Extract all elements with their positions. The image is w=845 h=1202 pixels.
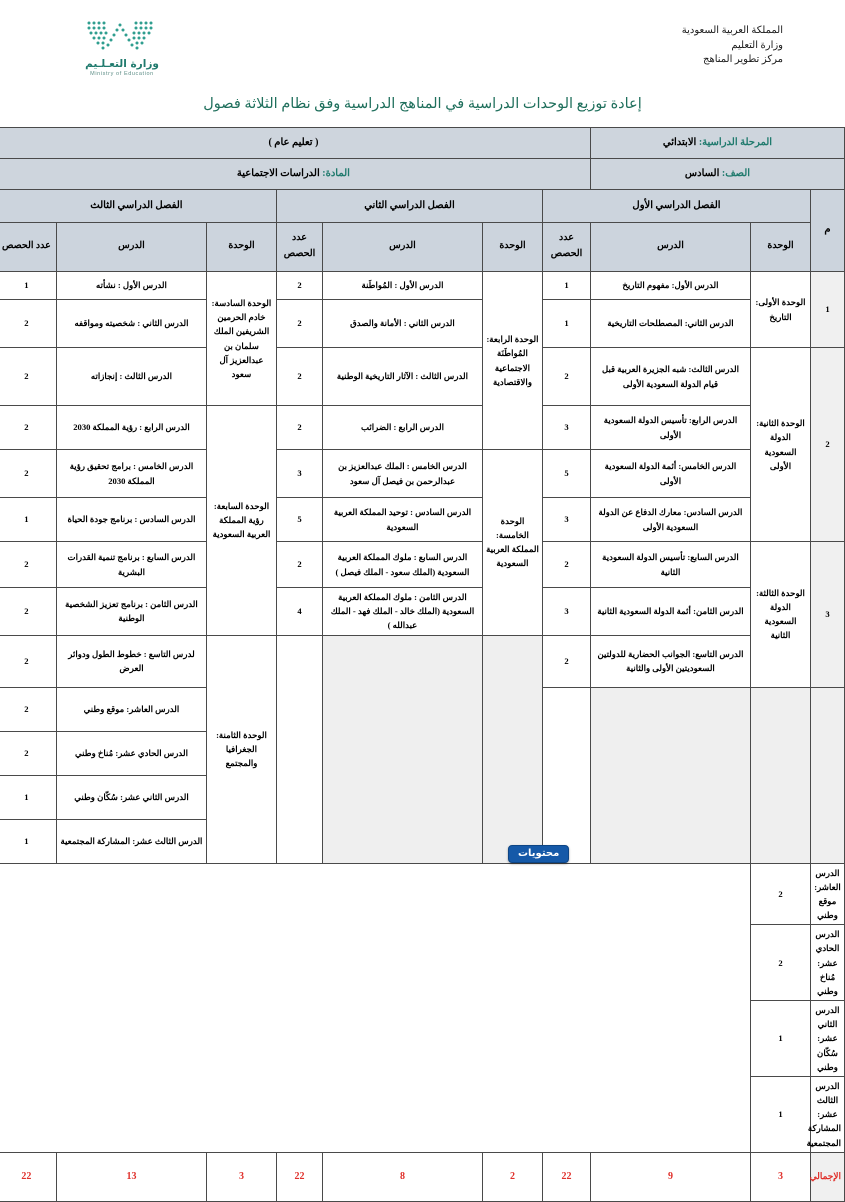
col-header-unit-t3: الوحدة (206, 223, 276, 272)
totals-lessons-t1: 9 (590, 1152, 750, 1201)
lesson-cell-t1: الدرس السادس: معارك الدفاع عن الدولة السعودية الأولى (590, 498, 750, 542)
lesson-cell-t3: الدرس الحادي عشر: مُناخ وطني (56, 731, 206, 775)
logo-english-label: Ministry of Education (90, 71, 154, 77)
logo-arabic-label: وزارة التعـلـيم (85, 58, 159, 70)
table-row (0, 635, 845, 687)
col-header-periods-t2: عدد الحصص (276, 223, 322, 272)
ministry-line-ministry: وزارة التعليم (731, 39, 783, 51)
periods-cell-t1: 3 (542, 588, 590, 636)
lesson-cell-t1: الدرس الخامس: أئمة الدولة السعودية الأولى (590, 450, 750, 498)
lesson-cell-t3: الدرس الثاني عشر: سُكّان وطني (811, 1001, 845, 1077)
periods-cell-t3: 2 (0, 300, 56, 348)
table-row (0, 588, 845, 636)
lesson-cell-t3: الدرس الأول : نشأته (56, 272, 206, 300)
lesson-cell-t1: الدرس التاسع: الجوانب الحضارية للدولتين السعوديتين الأولى والثانية (590, 635, 750, 687)
subject-value: الدراسات الاجتماعية (236, 167, 320, 179)
periods-cell-t3: 2 (751, 925, 811, 1001)
lesson-cell-t3: لدرس التاسع : خطوط الطول ودوائر العرض (56, 635, 206, 687)
periods-cell-t3: 1 (0, 775, 56, 819)
unit-cell-t2: الوحدة الرابعة: المُواطَنَة الاجتماعية والاقتصادية (482, 272, 542, 450)
lesson-cell-t1: الدرس الثامن: أئمة الدولة السعودية الثانية (590, 588, 750, 636)
unit-cell-t1: الوحدة الثانية: الدولة السعودية الأولى (751, 348, 811, 542)
meta-row-stage (0, 128, 845, 159)
totals-periods-t3: 22 (0, 1152, 56, 1201)
lesson-cell-t2: الدرس الرابع : الضرائب (322, 406, 482, 450)
curriculum-distribution-table (0, 127, 845, 1202)
unit-cell-empty-t2 (482, 635, 542, 863)
periods-cell-t1: 1 (542, 272, 590, 300)
document-title: إعادة توزيع الوحدات الدراسية في المناهج الدراسية وفق نظام الثلاثة فصول (203, 96, 642, 112)
periods-cell-t2: 2 (276, 272, 322, 300)
term-header-row (0, 190, 845, 223)
periods-cell-t3: 2 (0, 635, 56, 687)
unit-cell-t3: الوحدة الثامنة: الجغرافيا والمجتمع (206, 635, 276, 863)
totals-lessons-t3: 13 (56, 1152, 206, 1201)
table-row (0, 272, 845, 300)
ministry-line-center: مركز تطوير المناهج (702, 54, 783, 65)
col-header-term2: الفصل الدراسي الثاني (276, 190, 542, 223)
periods-cell-t3: 1 (751, 1001, 811, 1077)
lesson-cell-t2: الدرس الثاني : الأمانة والصدق (322, 300, 482, 348)
col-header-term3: الفصل الدراسي الثالث (0, 190, 276, 223)
periods-cell-t1: 2 (542, 542, 590, 588)
unit-cell-empty-t1 (751, 687, 811, 863)
column-subheader-row (0, 223, 845, 272)
row-index-empty (811, 687, 845, 863)
lesson-cell-t2: الدرس الثالث : الآثار التاريخية الوطنية (322, 348, 482, 406)
page-header (0, 0, 845, 86)
table-row (0, 1076, 845, 1152)
periods-cell-t1: 2 (542, 635, 590, 687)
periods-cell-empty-t2 (276, 635, 322, 863)
lesson-cell-t3: الدرس الثاني عشر: سُكّان وطني (56, 775, 206, 819)
col-header-lesson-t1: الدرس (590, 223, 750, 272)
col-header-term1: الفصل الدراسي الأول (542, 190, 810, 223)
lesson-cell-t3: الدرس العاشر: موقع وطني (56, 687, 206, 731)
table-row (0, 542, 845, 588)
table-row (0, 450, 845, 498)
lesson-cell-empty-t1 (590, 687, 750, 863)
totals-periods-t1: 22 (542, 1152, 590, 1201)
subject-label: المادة: (322, 167, 350, 179)
periods-cell-t3: 2 (0, 406, 56, 450)
totals-row (0, 1152, 845, 1201)
periods-cell-t3: 2 (0, 450, 56, 498)
table-row (0, 406, 845, 450)
ministry-logo-block (62, 18, 182, 77)
periods-cell-t1: 3 (542, 498, 590, 542)
lesson-cell-empty-t2 (322, 635, 482, 863)
periods-cell-t2: 4 (276, 588, 322, 636)
row-index: 2 (811, 348, 845, 542)
table-row (0, 498, 845, 542)
totals-lessons-t2: 8 (322, 1152, 482, 1201)
contents-badge[interactable]: محتويات (508, 845, 569, 863)
periods-cell-t3: 2 (0, 588, 56, 636)
track-cell: ( تعليم عام ) (0, 128, 590, 159)
periods-cell-t3: 2 (751, 863, 811, 925)
periods-cell-t2: 2 (276, 300, 322, 348)
row-index: 3 (811, 542, 845, 688)
totals-units-t2: 2 (482, 1152, 542, 1201)
col-header-unit-t1: الوحدة (751, 223, 811, 272)
lesson-cell-t2: الدرس السادس : توحيد المملكة العربية السعودية (322, 498, 482, 542)
periods-cell-t2: 2 (276, 348, 322, 406)
unit-cell-t2: الوحدة الخامسة: المملكة العربية السعودية (482, 450, 542, 636)
col-header-unit-t2: الوحدة (482, 223, 542, 272)
totals-units-t1: 3 (751, 1152, 811, 1201)
periods-cell-t2: 5 (276, 498, 322, 542)
periods-cell-t2: 2 (276, 542, 322, 588)
stage-value: الابتدائي (662, 136, 697, 148)
table-row (0, 300, 845, 348)
periods-cell-t1: 5 (542, 450, 590, 498)
lesson-cell-t3: الدرس الرابع : رؤية المملكة 2030 (56, 406, 206, 450)
lesson-cell-t1: الدرس الثاني: المصطلحات التاريخية (590, 300, 750, 348)
table-row (0, 863, 845, 925)
unit-cell-t3: الوحدة السادسة: خادم الحرمين الشريفين الملك سلمان بن عبدالعزيز آل سعود (206, 272, 276, 406)
col-header-lesson-t3: الدرس (56, 223, 206, 272)
periods-cell-t3: 2 (0, 542, 56, 588)
lesson-cell-t3: الدرس الحادي عشر: مُناخ وطني (811, 925, 845, 1001)
row-index: 1 (811, 272, 845, 348)
periods-cell-t3: 2 (0, 348, 56, 406)
periods-cell-t3: 1 (0, 272, 56, 300)
totals-periods-t2: 22 (276, 1152, 322, 1201)
periods-cell-t3: 1 (0, 819, 56, 863)
lesson-cell-t3: الدرس العاشر: موقع وطني (811, 863, 845, 925)
table-row (0, 348, 845, 406)
lesson-cell-t2: الدرس الخامس : الملك عبدالعزيز بن عبدالرحمن بن فيصل آل سعود (322, 450, 482, 498)
periods-cell-empty-t1 (542, 687, 590, 863)
grade-cell (590, 159, 844, 190)
periods-cell-t2: 3 (276, 450, 322, 498)
periods-cell-t1: 2 (542, 348, 590, 406)
lesson-cell-t3: الدرس الثامن : برنامج تعزيز الشخصية الوطنية (56, 588, 206, 636)
lesson-cell-t1: الدرس الثالث: شبه الجزيرة العربية قبل قيام الدولة السعودية الأولى (590, 348, 750, 406)
grade-value: السادس (684, 167, 720, 179)
lesson-cell-t3: الدرس الثالث عشر: المشاركة المجتمعية (56, 819, 206, 863)
lesson-cell-t2: الدرس الأول : المُواطَنة (322, 272, 482, 300)
stage-label: المرحلة الدراسية: (698, 136, 773, 148)
table-row (0, 1001, 845, 1077)
lesson-cell-t3: الدرس السابع : برنامج تنمية القدرات البشرية (56, 542, 206, 588)
unit-cell-t3: الوحدة السابعة: رؤية المملكة العربية السعودية (206, 406, 276, 636)
periods-cell-t3: 1 (751, 1076, 811, 1152)
lesson-cell-t2: الدرس الثامن : ملوك المملكة العربية السعودية (الملك خالد - الملك فهد - الملك عبدالله ) (322, 588, 482, 636)
periods-cell-t1: 1 (542, 300, 590, 348)
col-header-index: م (811, 190, 845, 272)
periods-cell-t2: 2 (276, 406, 322, 450)
lesson-cell-t1: الدرس الأول: مفهوم التاريخ (590, 272, 750, 300)
ministry-line-country: المملكة العربية السعودية (681, 25, 783, 36)
subject-cell (0, 159, 590, 190)
periods-cell-t3: 2 (0, 731, 56, 775)
ministry-of-education-logo-icon (83, 18, 161, 56)
lesson-cell-t3: الدرس الثاني : شخصيته ومواقفه (56, 300, 206, 348)
unit-cell-t1: الوحدة الثالثة: الدولة السعودية الثانية (751, 542, 811, 688)
grade-label: الصف: (721, 167, 751, 179)
unit-cell-t1: الوحدة الأولى: التاريخ (751, 272, 811, 348)
lesson-cell-t3: الدرس السادس : برنامج جودة الحياة (56, 498, 206, 542)
table-row (0, 925, 845, 1001)
totals-label: الإجمالي (811, 1152, 845, 1201)
lesson-cell-t2: الدرس السابع : ملوك المملكة العربية السعودية (الملك سعود - الملك فيصل ) (322, 542, 482, 588)
totals-units-t3: 3 (206, 1152, 276, 1201)
table-body (0, 272, 845, 1153)
ministry-identification (682, 24, 783, 68)
lesson-cell-t3: الدرس الثالث عشر: المشاركة المجتمعية (811, 1076, 845, 1152)
lesson-cell-t1: الدرس السابع: تأسيس الدولة السعودية الثانية (590, 542, 750, 588)
stage-cell (590, 128, 844, 159)
meta-row-grade-subject (0, 159, 845, 190)
lesson-cell-t3: الدرس الثالث : إنجازاته (56, 348, 206, 406)
col-header-periods-t1: عدد الحصص (542, 223, 590, 272)
col-header-periods-t3: عدد الحصص (0, 223, 56, 272)
lesson-cell-t1: الدرس الرابع: تأسيس الدولة السعودية الأولى (590, 406, 750, 450)
periods-cell-t3: 1 (0, 498, 56, 542)
lesson-cell-t3: الدرس الخامس : برامج تحقيق رؤية المملكة 2030 (56, 450, 206, 498)
periods-cell-t1: 3 (542, 406, 590, 450)
periods-cell-t3: 2 (0, 687, 56, 731)
col-header-lesson-t2: الدرس (322, 223, 482, 272)
